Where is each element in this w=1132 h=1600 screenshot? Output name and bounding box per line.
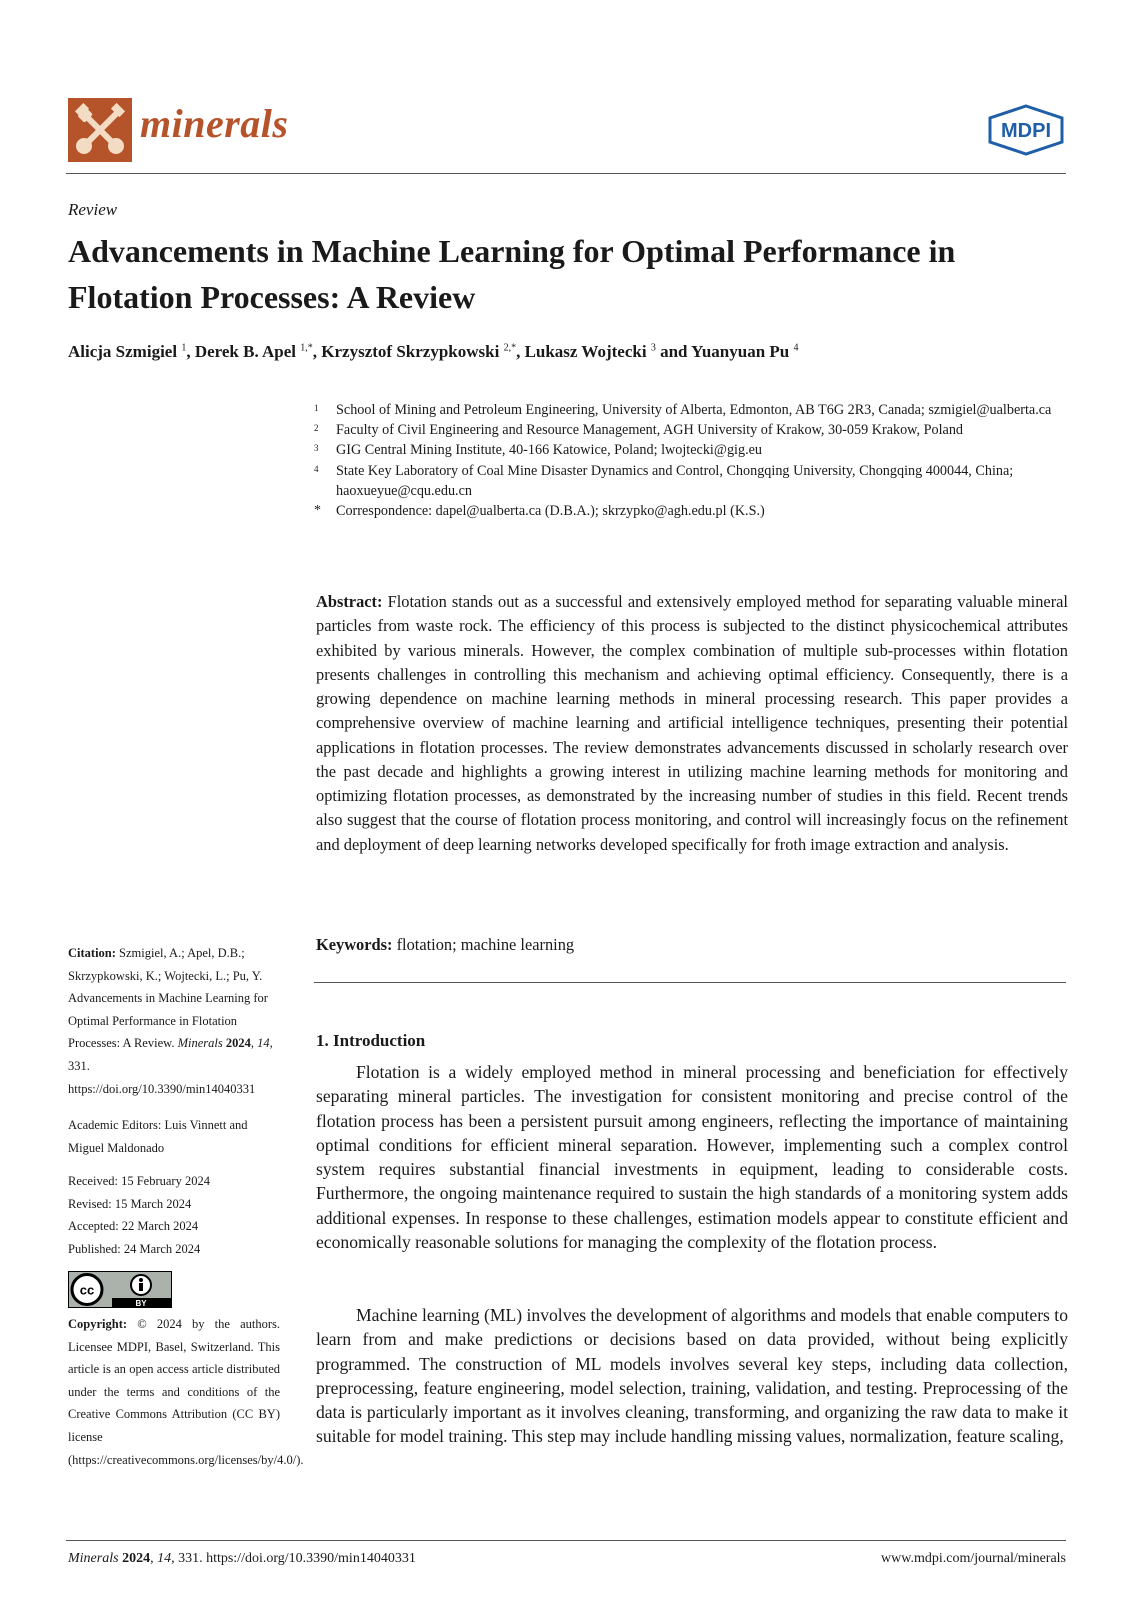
intro-paragraph-2: Machine learning (ML) involves the development of algorithms and models that enable computers to learn from and make predictions or decisions based on data provided, without being explicitly programmed. The construction of ML models involves several key steps, including data collection, preprocessing, feature engineering, model selection, training, validation, and testing. Preprocessing of the data is particularly important as it involves cleaning, transforming, and organizing the raw data to make it suitable for model training. This step may include handling missing values, normalization, feature scaling, — [316, 1305, 1068, 1447]
citation-year: 2024 — [225, 1036, 251, 1051]
affiliation-text: GIG Central Mining Institute, 40-166 Katowice, Poland; lwojtecki@gig.eu — [336, 442, 763, 459]
affiliation-marker: * — [314, 503, 321, 519]
affiliation-item — [314, 400, 1054, 420]
copyright-block — [68, 1313, 304, 1471]
mdpi-logo-text: MDPI — [1001, 120, 1051, 142]
author-name: Lukasz Wojtecki — [524, 342, 647, 361]
author-affiliation-marker: 2,* — [503, 342, 517, 354]
date-revised: Revised: 15 March 2024 — [68, 1196, 192, 1211]
affiliation-item — [314, 420, 1054, 440]
affiliation-item — [314, 501, 1054, 521]
affiliation-text: Correspondence: dapel@ualberta.ca (D.B.A.); skrzypko@agh.edu.pl (K.S.) — [336, 503, 765, 520]
author-separator: , — [186, 342, 195, 361]
publication-dates — [68, 1170, 280, 1260]
date-accepted: Accepted: 22 March 2024 — [68, 1219, 199, 1234]
citation-journal: Minerals — [177, 1036, 223, 1051]
keywords-text: flotation; machine learning — [396, 935, 575, 954]
intro-paragraph-1: Flotation is a widely employed method in mineral processing and beneficiation for effectively separating mineral particles. The investigation for consistent monitoring and precise control of the flotation process has been a persistent pursuit among engineers, reflecting the importance of maintaining optimal conditions for efficient mineral separation. However, implementing such a complex control system requires substantial financial investments in equipment, leading to considerable costs. Furthermore, the ongoing maintenance required to sustain the high standards of a monitoring system adds additional expenses. In response to these challenges, estimation models appear to constitute efficient and economically reasonable solutions for managing the complexity of the flotation process. — [316, 1062, 1068, 1253]
keywords — [316, 935, 1068, 955]
citation-label: Citation: — [68, 946, 116, 960]
affiliation-marker: 4 — [314, 463, 319, 474]
footer-doi[interactable]: , 331. https://doi.org/10.3390/min14040331 — [171, 1551, 416, 1566]
journal-logo-icon — [68, 98, 132, 162]
abstract-text: Flotation stands out as a successful and extensively employed method for separating valuable mineral particles from waste rock. The efficiency of this process is subjected to the distinct physicochemical attributes exhibited by various minerals. However, the complex combination of multiple sub-processes within flotation presents challenges in controlling this mechanism and achieving optimal efficiency. Consequently, there is a growing dependence on machine learning methods in mineral processing research. This paper provides a comprehensive overview of machine learning and artificial intelligence techniques, presenting their potential applications in flotation processes. The review demonstrates advancements discussed in scholarly research over the past decade and highlights a growing interest in utilizing machine learning methods for monitoring and optimizing flotation processes, as demonstrated by the increasing number of studies in this field. Recent trends also suggest that the course of flotation process monitoring, and control will increasingly focus on the refinement and deployment of deep learning networks developed specifically for froth image extraction and analysis. — [316, 592, 1068, 854]
mdpi-logo-icon[interactable] — [986, 104, 1066, 156]
affiliation-marker: 1 — [314, 403, 319, 413]
footer-citation: Minerals 2024, 14, 331. https://doi.org/10.3390/min14040331 — [68, 1551, 416, 1566]
author-affiliation-marker: 1,* — [300, 342, 313, 354]
footer-divider — [66, 1540, 1066, 1541]
affiliation-marker: 3 — [314, 443, 319, 454]
article-type: Review — [68, 200, 118, 219]
footer-journal-url[interactable]: www.mdpi.com/journal/minerals — [881, 1551, 1066, 1566]
section-heading: 1. Introduction — [316, 1031, 426, 1050]
header-divider — [66, 173, 1066, 174]
author-name: Krzysztof Skrzypkowski — [321, 342, 500, 361]
affiliation-list — [314, 400, 1054, 521]
affiliation-item — [314, 461, 1054, 501]
citation-doi[interactable]: , 331. https://doi.org/10.3390/min14040331 — [68, 1036, 273, 1096]
author-name: Yuanyuan Pu — [691, 342, 790, 361]
abstract — [316, 590, 1068, 857]
cc-by-license-icon[interactable] — [68, 1271, 172, 1308]
affiliation-text: State Key Laboratory of Coal Mine Disaster Dynamics and Control, Chongqing University, Chongqing 400044, China; haoxueyue@cqu.edu.cn — [336, 462, 1014, 499]
article-title: Advancements in Machine Learning for Optimal Performance in Flotation Processes: A Review — [68, 233, 956, 315]
author-affiliation-marker: 1 — [181, 342, 187, 354]
author-list — [68, 342, 1068, 362]
copyright-label: Copyright: — [68, 1317, 128, 1331]
footer-year: 2024 — [122, 1551, 151, 1566]
author-separator: and — [655, 342, 692, 361]
author-name: Alicja Szmigiel — [68, 342, 178, 361]
author-affiliation-marker: 4 — [793, 342, 799, 354]
footer-journal: Minerals — [68, 1551, 119, 1566]
affiliation-marker: 2 — [314, 423, 319, 434]
date-received: Received: 15 February 2024 — [68, 1174, 210, 1188]
author-separator: , — [516, 342, 525, 361]
affiliation-text: Faculty of Civil Engineering and Resource Management, AGH University of Krakow, 30-059 Krakow, Poland — [336, 422, 964, 439]
copyright-text: © 2024 by the authors. Licensee MDPI, Basel, Switzerland. This article is an open access article distributed under the terms and conditions of the Creative Commons Attribution (CC BY) license (https://creativecommons.org/licenses/by/4.0/). — [68, 1317, 304, 1467]
keywords-label: Keywords: — [316, 935, 393, 954]
footer-volume: 14 — [157, 1551, 172, 1566]
section-divider — [314, 982, 1066, 983]
cc-badge-text: BY — [135, 1299, 147, 1308]
author-affiliation-marker: 3 — [650, 342, 656, 354]
author-name: Derek B. Apel — [194, 342, 297, 361]
affiliation-text: School of Mining and Petroleum Engineering, University of Alberta, Edmonton, AB T6G 2R3, Canada; szmigiel@ualberta.ca — [336, 402, 1052, 418]
svg-text:cc: cc — [79, 1282, 95, 1298]
citation-block: Citation: Szmigiel, A.; Apel, D.B.; Skrzypkowski, K.; Wojtecki, L.; Pu, Y. Advancements in Machine Learning for Optimal Performance in Flotation Processes: A Review. Minerals 2024, 14, 331. https://doi.org/10.3390/min14040331 — [68, 946, 273, 1096]
author-separator: , — [312, 342, 322, 361]
affiliation-item — [314, 440, 1054, 460]
academic-editors: Academic Editors: Luis Vinnett and Miguel Maldonado — [68, 1118, 248, 1155]
date-published: Published: 24 March 2024 — [68, 1241, 201, 1256]
citation-text: Szmigiel, A.; Apel, D.B.; Skrzypkowski, K.; Wojtecki, L.; Pu, Y. Advancements in Machine Learning for Optimal Performance in Flotation Processes: A Review. — [68, 946, 268, 1051]
citation-volume: 14 — [257, 1036, 270, 1051]
abstract-label: Abstract: — [316, 592, 383, 611]
journal-name: minerals — [140, 101, 289, 146]
